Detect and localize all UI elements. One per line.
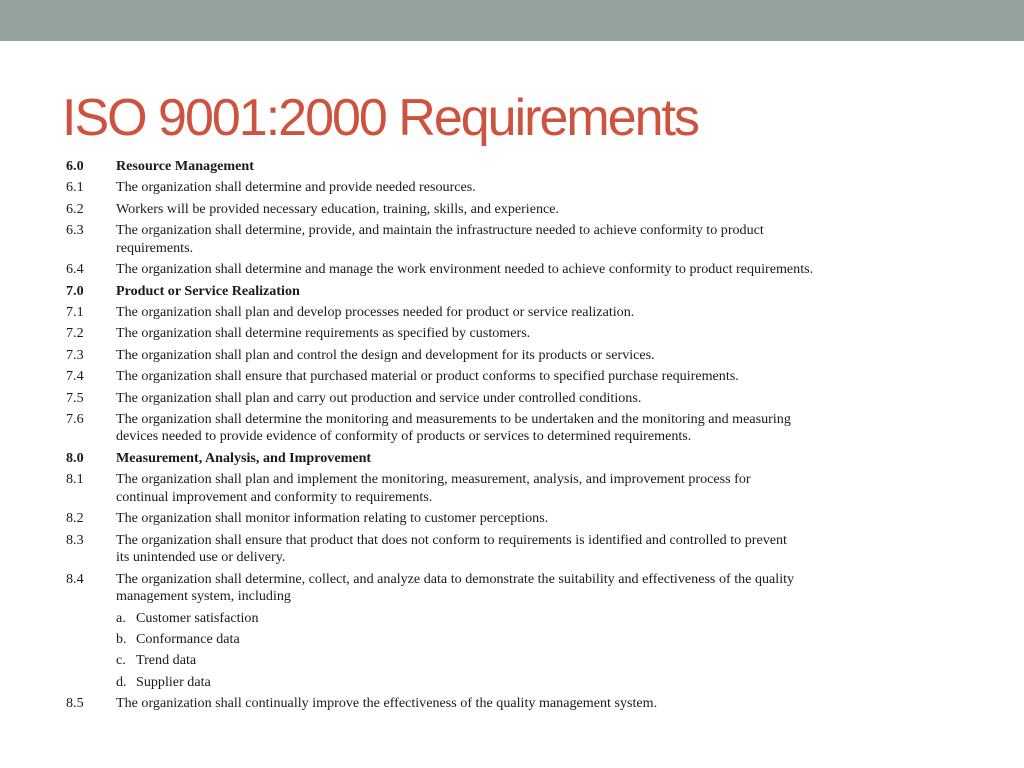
requirement-text-line: The organization shall plan and develop processes needed for product or service realization. (116, 303, 635, 320)
sub-item-letter: c. (116, 652, 126, 669)
requirement-row (66, 222, 906, 257)
requirement-text-line: The organization shall determine, provide, and maintain the infrastructure needed to achieve conformity to product (116, 222, 764, 239)
requirement-text-line: Workers will be provided necessary education, training, skills, and experience. (116, 200, 560, 217)
requirement-number: 7.1 (66, 303, 84, 320)
requirement-number: 6.1 (66, 179, 84, 196)
requirement-text (116, 325, 906, 343)
requirement-text-line: Measurement, Analysis, and Improvement (116, 449, 372, 466)
requirement-row (66, 304, 906, 322)
sub-item-letter: a. (116, 609, 126, 626)
requirement-text (116, 201, 906, 219)
requirement-number: 6.3 (66, 222, 84, 239)
requirement-text (116, 411, 906, 446)
requirement-text (116, 368, 906, 386)
sub-item-text: Conformance data (136, 631, 240, 647)
sub-item-letter: d. (116, 673, 127, 690)
section-heading-row (66, 283, 906, 301)
requirement-text-line: The organization shall plan and carry out production and service under controlled conditions. (116, 389, 642, 406)
sub-item (116, 610, 906, 628)
requirement-number: 7.5 (66, 389, 84, 406)
requirement-row (66, 390, 906, 408)
requirement-number: 7.4 (66, 368, 84, 385)
requirement-number: 8.0 (66, 449, 84, 466)
requirement-row (66, 510, 906, 528)
requirement-text (116, 471, 906, 506)
sub-item (116, 652, 906, 670)
requirement-number: 7.6 (66, 410, 84, 427)
sub-item-letter: b. (116, 631, 127, 647)
requirement-text (116, 347, 906, 365)
sub-item-text: Customer satisfaction (136, 609, 259, 626)
requirement-number: 7.3 (66, 346, 84, 363)
requirement-number: 8.4 (66, 570, 84, 587)
requirement-number: 6.2 (66, 200, 84, 217)
requirement-row (66, 325, 906, 343)
requirement-text-line: continual improvement and conformity to requirements. (116, 488, 433, 505)
requirement-row (66, 261, 906, 279)
requirement-row (66, 368, 906, 386)
requirement-text (116, 390, 906, 408)
requirement-row (66, 411, 906, 446)
requirement-number: 8.1 (66, 471, 84, 488)
requirement-row (66, 201, 906, 219)
requirement-text-line: management system, including (116, 588, 291, 605)
requirement-text (116, 179, 906, 197)
requirement-number: 7.2 (66, 325, 84, 342)
requirement-text-line: devices needed to provide evidence of conformity of products or services to determined requirements. (116, 428, 692, 445)
requirement-number: 6.0 (66, 158, 84, 174)
requirement-number: 8.5 (66, 695, 84, 712)
requirement-text-line: Product or Service Realization (116, 282, 300, 299)
requirement-number: 6.4 (66, 261, 84, 278)
requirement-text (116, 571, 906, 692)
requirement-text-line: The organization shall determine and provide needed resources. (116, 179, 476, 196)
requirement-text-line: The organization shall determine and manage the work environment needed to achieve conformity to product requirements. (116, 261, 814, 278)
requirement-text-line: The organization shall determine the monitoring and measurements to be undertaken and the monitoring and measuring (116, 410, 791, 427)
requirement-text-line: The organization shall determine, collect, and analyze data to demonstrate the suitability and effectiveness of the quality (116, 570, 795, 587)
requirement-text (116, 158, 906, 176)
requirement-text-line: The organization shall monitor information relating to customer perceptions. (116, 510, 549, 527)
requirement-text (116, 450, 906, 468)
requirement-row (66, 532, 906, 567)
requirement-text-line: requirements. (116, 239, 194, 256)
requirement-row (66, 571, 906, 692)
requirement-text (116, 283, 906, 301)
requirement-text (116, 304, 906, 322)
requirement-text-line: The organization shall determine requirements as specified by customers. (116, 325, 531, 342)
sub-item-text: Supplier data (136, 673, 211, 690)
requirement-number: 7.0 (66, 282, 84, 299)
requirements-table (66, 158, 906, 717)
section-heading-row (66, 450, 906, 468)
sub-item-text: Trend data (136, 652, 197, 669)
requirement-row (66, 179, 906, 197)
top-band (0, 0, 1024, 41)
requirement-text-line: The organization shall ensure that product that does not conform to requirements is identified and controlled to prevent (116, 531, 787, 548)
requirement-row (66, 471, 906, 506)
requirement-number: 8.3 (66, 531, 84, 548)
requirement-text (116, 532, 906, 567)
sub-item (116, 631, 906, 649)
slide-title: ISO 9001:2000 Requirements (62, 89, 698, 147)
sub-item (116, 674, 906, 692)
requirement-row (66, 695, 906, 713)
requirement-text-line: its unintended use or delivery. (116, 549, 286, 566)
requirement-text (116, 222, 906, 257)
requirement-row (66, 347, 906, 365)
requirement-text (116, 261, 906, 279)
requirement-text (116, 695, 906, 713)
requirement-text-line: The organization shall plan and implement the monitoring, measurement, analysis, and improvement process for (116, 471, 751, 488)
requirement-text (116, 510, 906, 528)
requirement-text-line: Resource Management (116, 158, 254, 174)
requirement-text-line: The organization shall plan and control the design and development for its products or services. (116, 346, 655, 363)
section-heading-row (66, 158, 906, 176)
requirement-text-line: The organization shall ensure that purchased material or product conforms to specified purchase requirements. (116, 368, 739, 385)
requirement-text-line: The organization shall continually improve the effectiveness of the quality management system. (116, 695, 658, 712)
requirement-number: 8.2 (66, 510, 84, 527)
